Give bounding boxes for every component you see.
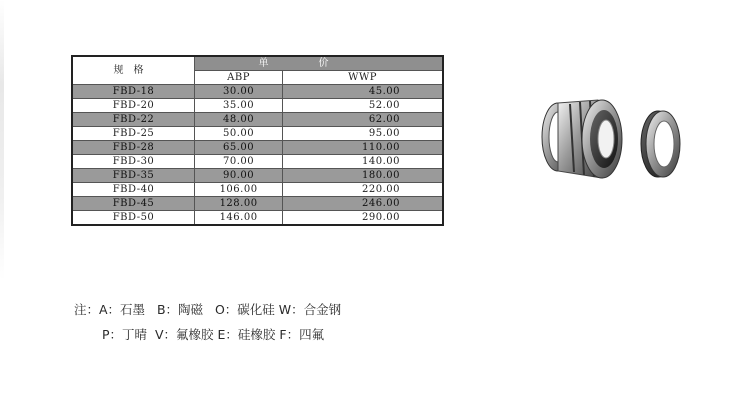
model-cell: FBD-50 — [72, 211, 195, 226]
abp-cell: 106.00 — [195, 183, 283, 197]
model-cell: FBD-28 — [72, 141, 195, 155]
wwp-cell: 180.00 — [283, 169, 443, 183]
notes-line-2: P：丁晴 V：氟橡胶 E：硅橡胶 F：四氟 — [102, 327, 325, 342]
seal-spring-assembly — [542, 100, 622, 178]
table-header-row — [72, 56, 443, 71]
abp-cell: 50.00 — [195, 127, 283, 141]
model-cell: FBD-25 — [72, 127, 195, 141]
table-row — [72, 85, 443, 99]
table-row — [72, 113, 443, 127]
table-row — [72, 99, 443, 113]
price-header: 单价 — [195, 56, 444, 71]
abp-cell: 146.00 — [195, 211, 283, 226]
wwp-cell: 62.00 — [283, 113, 443, 127]
wwp-cell: 45.00 — [283, 85, 443, 99]
table-row — [72, 197, 443, 211]
abp-cell: 128.00 — [195, 197, 283, 211]
model-cell: FBD-22 — [72, 113, 195, 127]
wwp-cell: 110.00 — [283, 141, 443, 155]
abp-cell: 90.00 — [195, 169, 283, 183]
wwp-cell: 220.00 — [283, 183, 443, 197]
table-row — [72, 127, 443, 141]
table-row — [72, 141, 443, 155]
abp-header: ABP — [195, 71, 283, 85]
table-row — [72, 183, 443, 197]
model-cell: FBD-20 — [72, 99, 195, 113]
table-row — [72, 211, 443, 226]
material-notes — [74, 297, 341, 347]
abp-cell: 30.00 — [195, 85, 283, 99]
left-edge-shadow — [0, 0, 4, 280]
abp-cell: 70.00 — [195, 155, 283, 169]
notes-line-1: 注：A：石墨 B：陶磁 O：碳化硅 W：合金钢 — [74, 302, 342, 317]
abp-cell: 48.00 — [195, 113, 283, 127]
price-table — [71, 55, 444, 226]
mechanical-seal-image — [530, 92, 695, 187]
spec-header: 规格 — [72, 56, 195, 85]
wwp-cell: 140.00 — [283, 155, 443, 169]
model-cell: FBD-30 — [72, 155, 195, 169]
wwp-header: WWP — [283, 71, 443, 85]
table-row — [72, 169, 443, 183]
model-cell: FBD-40 — [72, 183, 195, 197]
wwp-cell: 95.00 — [283, 127, 443, 141]
abp-cell: 35.00 — [195, 99, 283, 113]
wwp-cell: 290.00 — [283, 211, 443, 226]
abp-cell: 65.00 — [195, 141, 283, 155]
model-cell: FBD-18 — [72, 85, 195, 99]
model-cell: FBD-35 — [72, 169, 195, 183]
wwp-cell: 246.00 — [283, 197, 443, 211]
model-cell: FBD-45 — [72, 197, 195, 211]
wwp-cell: 52.00 — [283, 99, 443, 113]
table-row — [72, 155, 443, 169]
seal-seat-ring — [641, 111, 680, 177]
